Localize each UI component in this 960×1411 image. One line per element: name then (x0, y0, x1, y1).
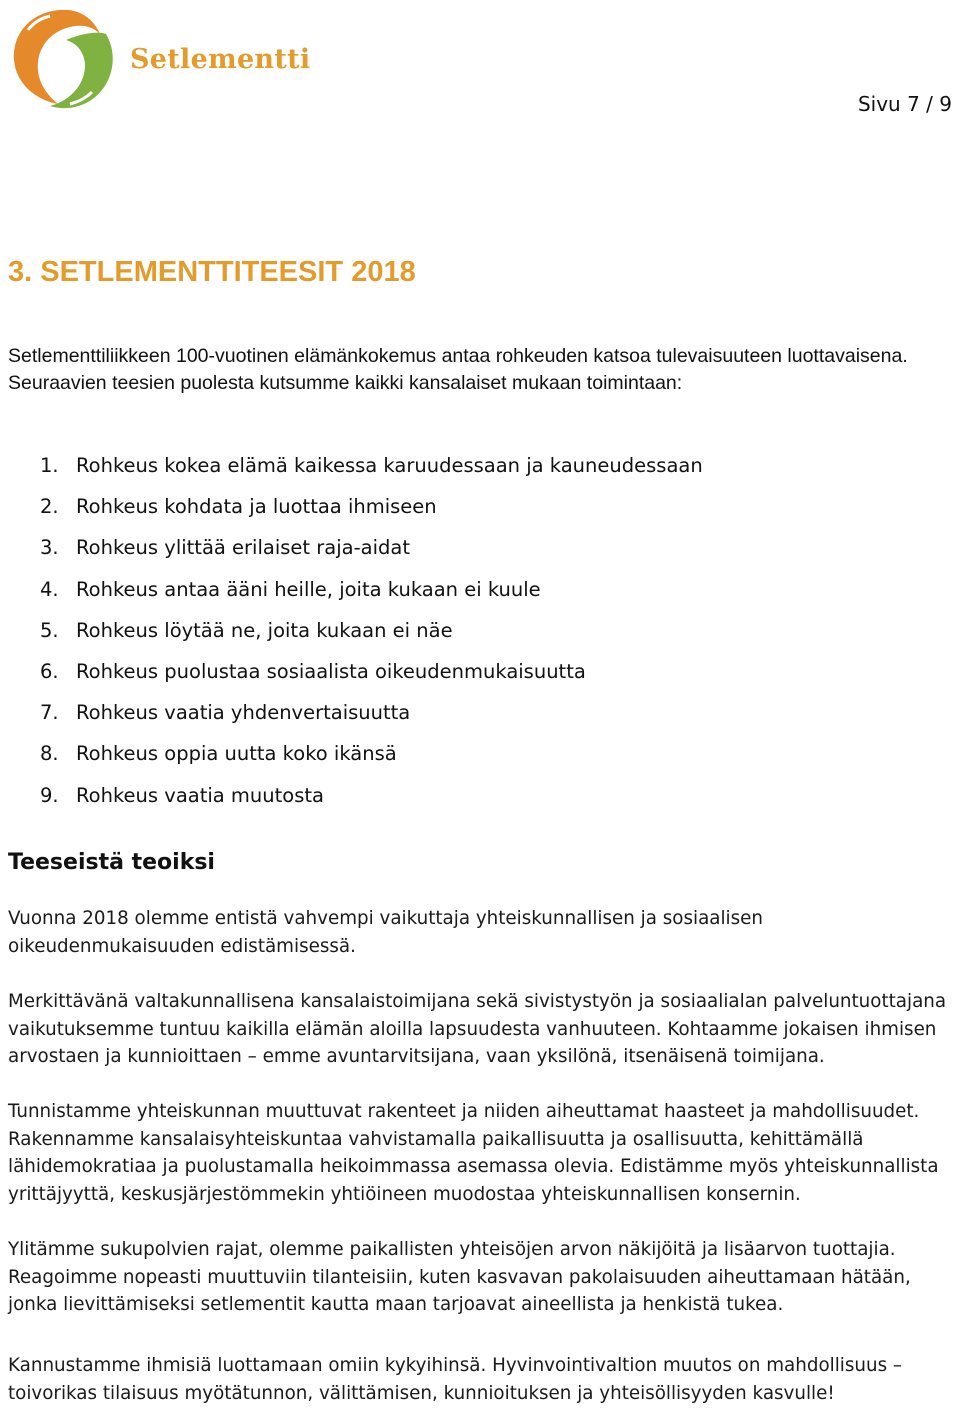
list-item-number: 4. (40, 577, 59, 601)
list-item-text: Rohkeus löytää ne, joita kukaan ei näe (76, 618, 453, 642)
list-item-number: 5. (40, 618, 59, 642)
body-paragraph: Merkittävänä valtakunnallisena kansalaistoimijana sekä sivistystyön ja sosiaalialan palveluntuottajana vaikutuksemme tuntuu kaikilla elämän aloilla lapsuudesta vanhuuteen. Kohtaamme jokaisen ihmisen arvostaen ja kunnioittaen – emme avuntarvitsijana, vaan yksilönä, itsenäisenä toimijana. (8, 991, 947, 1067)
list-item-number: 1. (40, 454, 59, 477)
list-item-text: Rohkeus vaatia yhdenvertaisuutta (76, 701, 411, 725)
page-number: Sivu 7 / 9 (857, 92, 952, 116)
list-item-text: Rohkeus puolustaa sosiaalista oikeudenmukaisuutta (76, 659, 586, 683)
list-item-text: Rohkeus vaatia muutosta (76, 783, 324, 807)
list-item-text: Rohkeus ylittää erilaiset raja-aidat (76, 536, 410, 560)
body-paragraph: Kannustamme ihmisiä luottamaan omiin kykyihinsä. Hyvinvointivaltion muutos on mahdollisuus – toivorikas tilaisuus myötätunnon, välittämisen, kunnioituksen ja yhteisöllisyyden kasvulle! (8, 1355, 903, 1404)
list-item-number: 8. (40, 742, 59, 766)
body-paragraph: Ylitämme sukupolvien rajat, olemme paikallisten yhteisöjen arvon näkijöitä ja lisäarvon tuottajia. Reagoimme nopeasti muuttuviin tilanteisiin, kuten kasvavan pakolaisuuden aiheuttamaan hätään, jonka lievittämiseksi setlementit kautta maan tarjoavat aineellista ja henkistä tukea. (8, 1239, 911, 1315)
list-item-text: Rohkeus kohdata ja luottaa ihmiseen (76, 495, 437, 519)
setlementti-logo (6, 4, 311, 112)
list-item-text: Rohkeus kokea elämä kaikessa karuudessaan ja kauneudessaan (76, 454, 703, 477)
list-item-number: 2. (40, 495, 59, 519)
subsection-heading: Teeseistä teoiksi (8, 850, 215, 875)
body-paragraph: Tunnistamme yhteiskunnan muuttuvat rakenteet ja niiden aiheuttamat haasteet ja mahdollisuudet. Rakennamme kansalaisyhteiskuntaa vahvistamalla paikallisuutta ja osallisuutta, kehittämällä lähidemokratiaa ja puolustamalla heikoimmassa asemassa olevia. Edistämme myös yhteiskunnallista yrittäjyyttä, keskusjärjestömmekin yhtiöineen muodostaa yhteiskunnallisen konsernin. (8, 1101, 939, 1205)
body-paragraph: Vuonna 2018 olemme entistä vahvempi vaikuttaja yhteiskunnallisen ja sosiaalisen oikeudenmukaisuuden edistämisessä. (8, 908, 763, 957)
list-item-number: 9. (40, 783, 59, 807)
list-item-text: Rohkeus oppia uutta koko ikänsä (76, 742, 397, 766)
section-title: 3. SETLEMENTTITEESIT 2018 (8, 256, 416, 288)
intro-paragraph: Setlementtiliikkeen 100-vuotinen elämänkokemus antaa rohkeuden katsoa tulevaisuuteen luottavaisena. Seuraavien teesien puolesta kutsumme kaikki kansalaiset mukaan toimintaan: (8, 345, 908, 394)
list-item-number: 3. (40, 536, 59, 560)
logo-wordmark: Setlementti (130, 44, 311, 75)
list-item-text: Rohkeus antaa ääni heille, joita kukaan ei kuule (76, 577, 541, 601)
hands-logo-icon (6, 4, 126, 112)
list-item-number: 6. (40, 659, 59, 683)
list-item-number: 7. (40, 701, 59, 725)
